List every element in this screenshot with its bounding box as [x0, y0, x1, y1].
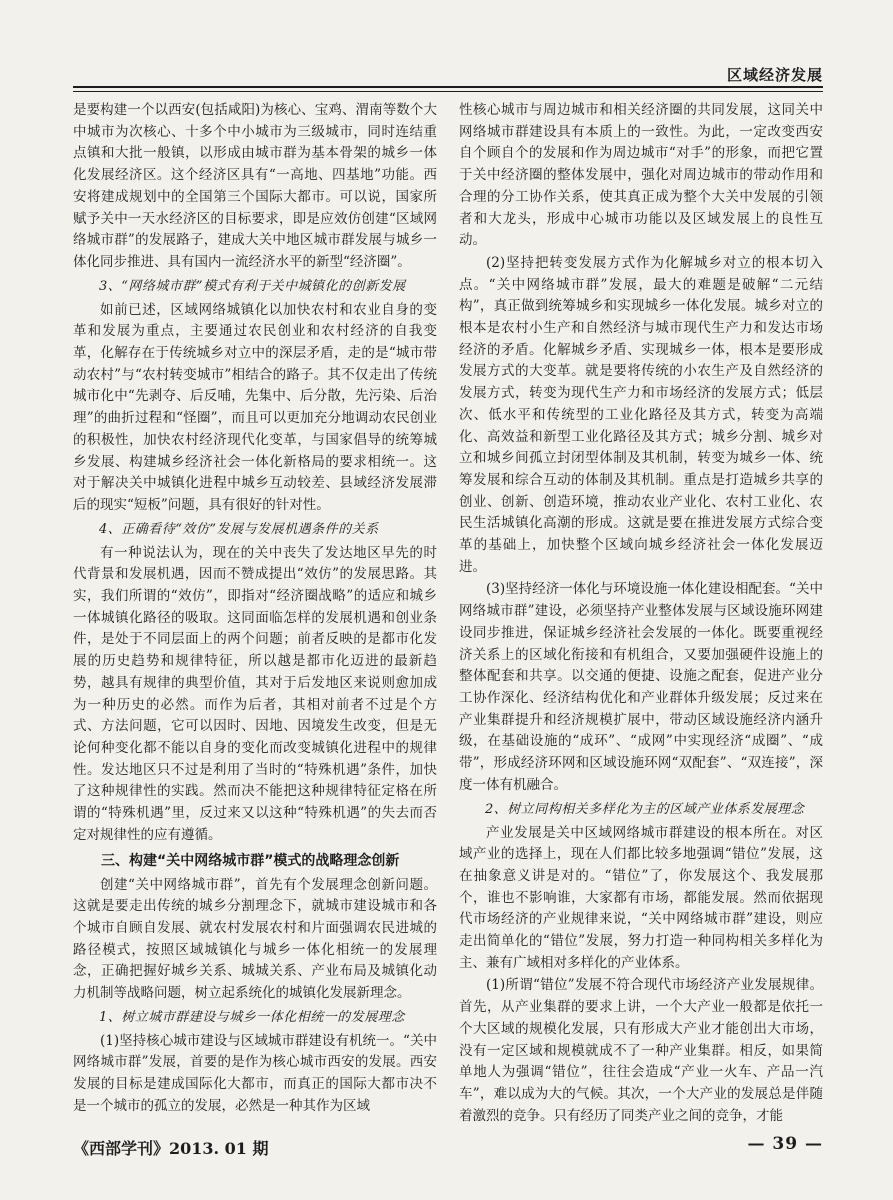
right-column — [459, 100, 823, 1130]
paragraph: 产业发展是关中区域网络城市群建设的根本所在。对区域产业的选择上，现在人们都比较多地强调“错位”发展，这在抽象意义讲是对的。“错位”了，你发展这个、我发展那个，谁也不影响谁，大家都有市场，都能发展。然而依据现代市场经济的产业规律来说，“关中网络城市群”建设，则应走出简单化的“错位”发展，努力打造一种同构相关多样化为主、兼有广域相对多样化的产业体系。 — [459, 824, 823, 971]
journal-name: 《西部学刊》2013. 01 期 — [73, 1139, 269, 1158]
header-rule-thin — [73, 91, 823, 92]
subsection-heading: 1、树立城市群建设与城乡一体化相统一的发展理念 — [99, 1009, 405, 1025]
paragraph: (2)坚持把转变发展方式作为化解城乡对立的根本切入点。“关中网络城市群”发展，最大的难题是破解“二元结构”，真正做到统筹城乡和实现城乡一体化发展。城乡对立的根本是农村小生产和自然经济与城市现代生产力和发达市场经济的矛盾。化解城乡矛盾、实现城乡一体，根本是要形成发展方式的大变革。就是要将传统的小农生产及自然经济的发展方式，转变为现代生产力和市场经济的发展方式；低层次、低水平和传统型的工业化路径及其方式，转变为高端化、高效益和新型工业化路径及其方式；城乡分割、城乡对立和城乡间孤立封闭型体制及其机制，转变为城乡一体、统筹发展和综合互动的体制及其机制。重点是打造城乡共享的创业、创新、创造环境，推动农业产业化、农村工业化、农民生活城镇化高潮的形成。这就是要在推进发展方式综合变革的基础上，加快整个区域向城乡经济社会一体化发展迈进。 — [459, 254, 823, 575]
body-columns — [73, 100, 823, 1130]
paragraph: 有一种说法认为，现在的关中丧失了发达地区早先的时代背景和发展机遇，因而不赞成提出“效仿”的发展思路。其实，我们所谓的“效仿”，即指对“经济圈战略”的适应和城乡一体城镇化路径的吸取。这同面临怎样的发展机遇和创业条件，是处于不同层面上的两个问题；前者反映的是都市化发展的历史趋势和规律特征，所以越是都市化迈进的最新趋势，越具有规律的典型价值，其对于后发地区来说则愈加成为一种历史的必然。而作为后者，其相对前者不过是个方式、方法问题，它可以因时、因地、因境发生改变，但是无论何种变化都不能以自身的变化而改变城镇化进程中的规律性。发达地区只不过是利用了当时的“特殊机遇”条件，加快了这种规律性的实践。然而决不能把这种规律特征定格在所谓的“特殊机遇”里，反过来又以这种“特殊机遇”的失去而否定对规律性的应有遵循。 — [73, 544, 437, 843]
section-title: 区域经济发展 — [726, 66, 823, 84]
paragraph: (3)坚持经济一体化与环境设施一体化建设相配套。“关中网络城市群”建设，必须坚持产业整体发展与区域设施环网建设同步推进，保证城乡经济社会发展的一体化。既要重视经济关系上的区域化衔接和有机组合，又要加强硬件设施上的整体配套和共享。以交通的便捷、设施之配套，促进产业分工协作深化、经济结构优化和产业群体升级发展；反过来在产业集群提升和经济规模扩展中，带动区域设施经济内涵升级，在基础设施的“成环”、“成网”中实现经济“成圈”、“成带”，形成经济环网和区域设施环网“双配套”、“双连接”，深度一体有机融合。 — [459, 581, 823, 793]
subsection-heading: 4、正确看待“效仿”发展与发展机遇条件的关系 — [99, 521, 379, 537]
paragraph: 创建“关中网络城市群”，首先有个发展理念创新问题。这就是要走出传统的城乡分割理念下，就城市建设城市和各个城市自顾自发展、就农村发展农村和片面强调农民进城的路径模式，按照区域城镇化与城乡一体化相统一的发展理念，正确把握好城乡关系、城城关系、产业布局及城镇化动力机制等战略问题，树立起系统化的城镇化发展新理念。 — [73, 876, 437, 1002]
subsection-heading: 3、“网络城市群”模式有利于关中城镇化的创新发展 — [99, 278, 406, 294]
section-heading: 三、构建“关中网络城市群”模式的战略理念创新 — [101, 852, 400, 869]
paragraph: (1)坚持核心城市建设与区域城市群建设有机统一。“关中网络城市群”发展，首要的是作为核心城市西安的发展。西安发展的目标是建成国际化大都市，而真正的国际大都市决不是一个城市的孤立的发展，必然是一种其作为区域 — [73, 1032, 437, 1114]
subsection-heading: 2、树立同构相关多样化为主的区域产业体系发展理念 — [485, 801, 805, 817]
paragraph: (1)所谓“错位”发展不符合现代市场经济产业发展规律。首先，从产业集群的要求上讲，一个大产业一般都是依托一个大区域的规模化发展，只有形成大产业才能创出大市场，没有一定区域和规模就成不了一种产业集群。相反，如果简单地人为强调“错位”，往往会造成“产业一火车、产品一汽车”，难以成为大的气候。其次，一个大产业的发展总是伴随着激烈的竞争。只有经历了同类产业之间的竞争，才能 — [459, 977, 823, 1124]
paragraph: 性核心城市与周边城市和相关经济圈的共同发展，这同关中网络城市群建设具有本质上的一致性。为此，一定改变西安自个顾自个的发展和作为周边城市“对手”的形象，而把它置于关中经济圈的整体发展中，强化对周边城市的带动作用和合理的分工协作关系，使其真正成为整个大关中发展的引领者和大龙头，形成中心城市功能以及区域发展上的良性互动。 — [459, 102, 823, 249]
left-column — [73, 100, 437, 1130]
page-footer — [73, 1130, 823, 1164]
paragraph: 是要构建一个以西安(包括咸阳)为核心、宝鸡、渭南等数个大中城市为次核心、十多个中小城市为三级城市，同时连结重点镇和大批一般镇，以形成由城市群为基本骨架的城乡一体化发展经济区。这个经济区具有“一高地、四基地”功能。西安将建成规划中的全国第三个国际大都市。可以说，国家所赋予关中一天水经济区的目标要求，即是应效仿创建“区域网络城市群”的发展路子，建成大关中地区城市群发展与城乡一体化同步推进、具有国内一流经济水平的新型“经济圈”。 — [73, 102, 437, 270]
page-number: — 39 — — [747, 1134, 823, 1154]
paragraph: 如前已述，区域网络城镇化以加快农村和农业自身的变革和发展为重点，主要通过农民创业和农村经济的自我变革，化解存在于传统城乡对立中的深层矛盾，走的是“城市带动农村”与“农村转变城市”相结合的路子。其不仅走出了传统城市化中“先剥夺、后反哺，先集中、后分散，先污染、后治理”的曲折过程和“怪圈”，而且可以更加充分地调动农民创业的积极性，加快农村经济现代化变革，与国家倡导的统筹城乡发展、构建城乡经济社会一体化新格局的要求相统一。这对于解决关中城镇化进程中城乡互动较差、县域经济发展滞后的现实“短板”问题，具有很好的针对性。 — [73, 301, 437, 513]
page-header — [73, 58, 823, 88]
header-rule — [73, 86, 823, 88]
